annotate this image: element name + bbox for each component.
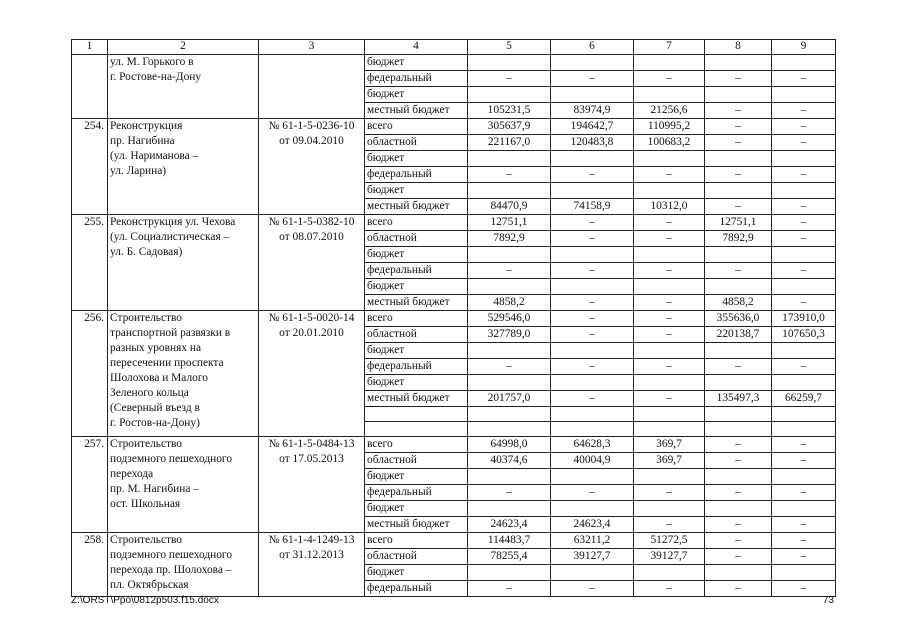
object-name-line: Шолохова и Малого	[110, 372, 208, 384]
column-header: 5	[468, 40, 551, 55]
object-name-line: (Северный въезд в	[110, 402, 200, 414]
funding-source: областной	[365, 549, 468, 565]
value-cell: 7892,9	[468, 231, 551, 247]
value-cell: –	[551, 485, 634, 501]
expertise-code-line: от 20.01.2010	[279, 327, 344, 339]
object-name	[108, 119, 259, 215]
value-cell: –	[551, 167, 634, 183]
value-cell	[705, 407, 772, 422]
object-name-line: разных уровнях на	[110, 342, 202, 354]
value-cell	[705, 375, 772, 391]
value-cell: –	[772, 199, 836, 215]
value-cell	[551, 87, 634, 103]
value-cell	[772, 469, 836, 485]
table-row	[72, 311, 836, 327]
object-name	[108, 311, 259, 437]
object-name-line: ул. М. Горького в	[110, 56, 194, 68]
value-cell	[772, 422, 836, 437]
value-cell	[772, 565, 836, 581]
value-cell	[634, 469, 705, 485]
value-cell: –	[634, 391, 705, 407]
value-cell	[551, 151, 634, 167]
value-cell: –	[634, 581, 705, 597]
funding-source: областной	[365, 231, 468, 247]
object-name-line: г. Ростове-на-Дону	[110, 71, 202, 83]
value-cell: –	[468, 263, 551, 279]
funding-source: бюджет	[365, 87, 468, 103]
value-cell: –	[634, 263, 705, 279]
object-name-line: транспортной развязки в	[110, 327, 231, 339]
value-cell: 83974,9	[551, 103, 634, 119]
funding-source: местный бюджет	[365, 517, 468, 533]
value-cell	[705, 87, 772, 103]
value-cell: –	[634, 71, 705, 87]
value-cell	[551, 343, 634, 359]
value-cell: 78255,4	[468, 549, 551, 565]
object-name-line: перехода	[110, 468, 154, 480]
value-cell: –	[772, 167, 836, 183]
page-number: 73	[822, 595, 834, 606]
value-cell: 39127,7	[551, 549, 634, 565]
value-cell: –	[551, 295, 634, 311]
funding-source: бюджет	[365, 247, 468, 263]
value-cell: –	[772, 549, 836, 565]
expertise-code	[259, 215, 365, 311]
value-cell: 74158,9	[551, 199, 634, 215]
value-cell	[551, 565, 634, 581]
value-cell: 107650,3	[772, 327, 836, 343]
value-cell: 40004,9	[551, 453, 634, 469]
value-cell: –	[634, 359, 705, 375]
value-cell: –	[772, 517, 836, 533]
value-cell: 12751,1	[468, 215, 551, 231]
row-number: 258.	[72, 533, 108, 597]
value-cell: 529546,0	[468, 311, 551, 327]
funding-source: бюджет	[365, 501, 468, 517]
value-cell	[551, 407, 634, 422]
funding-source: бюджет	[365, 343, 468, 359]
value-cell: –	[551, 71, 634, 87]
value-cell	[634, 183, 705, 199]
value-cell: –	[705, 517, 772, 533]
object-name-line: ул. Б. Садовая)	[110, 246, 183, 258]
value-cell: –	[634, 327, 705, 343]
row-number: 255.	[72, 215, 108, 311]
value-cell: 84470,9	[468, 199, 551, 215]
value-cell: –	[551, 359, 634, 375]
column-header: 2	[108, 40, 259, 55]
value-cell: –	[772, 581, 836, 597]
value-cell	[772, 87, 836, 103]
object-name-line: г. Ростов-на-Дону)	[110, 417, 200, 429]
object-name-line: пр. М. Нагибина –	[110, 483, 199, 495]
funding-source: местный бюджет	[365, 103, 468, 119]
value-cell: 110995,2	[634, 119, 705, 135]
value-cell: 24623,4	[468, 517, 551, 533]
value-cell: –	[705, 581, 772, 597]
value-cell: –	[634, 485, 705, 501]
value-cell: 173910,0	[772, 311, 836, 327]
value-cell	[634, 501, 705, 517]
funding-source: бюджет	[365, 55, 468, 71]
expertise-code-line: от 31.12.2013	[279, 549, 344, 561]
value-cell: 64998,0	[468, 437, 551, 453]
funding-source: федеральный	[365, 71, 468, 87]
value-cell: 66259,7	[772, 391, 836, 407]
value-cell	[551, 469, 634, 485]
expertise-code	[259, 55, 365, 119]
expertise-code	[259, 311, 365, 437]
value-cell	[551, 55, 634, 71]
value-cell: –	[551, 391, 634, 407]
value-cell	[705, 279, 772, 295]
value-cell: 12751,1	[705, 215, 772, 231]
value-cell: 221167,0	[468, 135, 551, 151]
value-cell: –	[705, 359, 772, 375]
value-cell: –	[772, 135, 836, 151]
column-header: 6	[551, 40, 634, 55]
row-number	[72, 55, 108, 119]
funding-source: бюджет	[365, 375, 468, 391]
value-cell: –	[772, 437, 836, 453]
value-cell	[551, 247, 634, 263]
column-header: 7	[634, 40, 705, 55]
funding-source: всего	[365, 533, 468, 549]
value-cell	[551, 375, 634, 391]
value-cell	[705, 151, 772, 167]
funding-source: бюджет	[365, 151, 468, 167]
funding-source: всего	[365, 119, 468, 135]
value-cell: –	[551, 263, 634, 279]
column-header: 3	[259, 40, 365, 55]
value-cell: –	[551, 215, 634, 231]
value-cell: –	[772, 485, 836, 501]
file-path: Z:\ORST\Ppo\0812p503.f15.docx	[71, 595, 219, 606]
value-cell	[634, 247, 705, 263]
object-name-line: ост. Школьная	[110, 498, 181, 510]
value-cell	[551, 422, 634, 437]
expertise-code-line: № 61-1-5-0382-10	[268, 216, 355, 228]
object-name	[108, 215, 259, 311]
value-cell: –	[772, 295, 836, 311]
row-number: 256.	[72, 311, 108, 437]
value-cell: 369,7	[634, 437, 705, 453]
value-cell: –	[705, 437, 772, 453]
value-cell	[551, 501, 634, 517]
value-cell: –	[551, 327, 634, 343]
funding-source	[365, 422, 468, 437]
value-cell: –	[772, 453, 836, 469]
expertise-code-line: от 08.07.2010	[279, 231, 344, 243]
value-cell: 4858,2	[705, 295, 772, 311]
value-cell: –	[468, 167, 551, 183]
value-cell	[634, 87, 705, 103]
value-cell: 21256,6	[634, 103, 705, 119]
row-number: 254.	[72, 119, 108, 215]
value-cell	[468, 343, 551, 359]
value-cell	[634, 55, 705, 71]
object-name-line: Строительство	[110, 534, 182, 546]
value-cell	[468, 87, 551, 103]
value-cell	[468, 422, 551, 437]
object-name	[108, 437, 259, 533]
object-name-line: Реконструкция ул. Чехова	[110, 216, 236, 228]
value-cell	[705, 247, 772, 263]
value-cell	[468, 247, 551, 263]
object-name-line: перехода пр. Шолохова –	[110, 564, 232, 576]
object-name-line: Строительство	[110, 312, 182, 324]
value-cell: –	[772, 533, 836, 549]
object-name-line: Строительство	[110, 438, 182, 450]
table-row	[72, 437, 836, 453]
value-cell: 305637,9	[468, 119, 551, 135]
value-cell: –	[772, 71, 836, 87]
expertise-code	[259, 437, 365, 533]
object-name-line: (ул. Нариманова –	[110, 150, 199, 162]
value-cell: –	[551, 231, 634, 247]
value-cell: 135497,3	[705, 391, 772, 407]
funding-source: всего	[365, 437, 468, 453]
value-cell: –	[705, 485, 772, 501]
value-cell	[634, 343, 705, 359]
value-cell	[468, 375, 551, 391]
value-cell: –	[551, 581, 634, 597]
value-cell: –	[468, 71, 551, 87]
value-cell: –	[705, 199, 772, 215]
value-cell: –	[772, 215, 836, 231]
value-cell: 355636,0	[705, 311, 772, 327]
funding-source: бюджет	[365, 565, 468, 581]
expertise-code-line: № 61-1-5-0236-10	[268, 120, 355, 132]
expertise-code-line: от 17.05.2013	[279, 453, 344, 465]
value-cell: 369,7	[634, 453, 705, 469]
table-row	[72, 215, 836, 231]
value-cell: 120483,8	[551, 135, 634, 151]
table-row	[72, 533, 836, 549]
value-cell: –	[772, 231, 836, 247]
value-cell	[634, 375, 705, 391]
value-cell: –	[634, 295, 705, 311]
object-name-line: Реконструкция	[110, 120, 183, 132]
value-cell	[772, 375, 836, 391]
value-cell: 100683,2	[634, 135, 705, 151]
value-cell: –	[468, 359, 551, 375]
value-cell: 105231,5	[468, 103, 551, 119]
value-cell: 220138,7	[705, 327, 772, 343]
value-cell	[772, 151, 836, 167]
budget-table	[71, 39, 836, 597]
funding-source: всего	[365, 311, 468, 327]
value-cell	[705, 55, 772, 71]
value-cell: –	[705, 453, 772, 469]
value-cell	[772, 501, 836, 517]
value-cell	[634, 279, 705, 295]
value-cell	[634, 422, 705, 437]
funding-source: областной	[365, 453, 468, 469]
value-cell: 51272,5	[634, 533, 705, 549]
value-cell: –	[772, 359, 836, 375]
table-row	[72, 119, 836, 135]
funding-source: областной	[365, 327, 468, 343]
value-cell	[772, 407, 836, 422]
funding-source: федеральный	[365, 581, 468, 597]
expertise-code-line: № 61-1-5-0020-14	[268, 312, 355, 324]
value-cell	[705, 501, 772, 517]
object-name-line: Зеленого кольца	[110, 387, 189, 399]
value-cell: 194642,7	[551, 119, 634, 135]
value-cell: –	[705, 167, 772, 183]
row-number: 257.	[72, 437, 108, 533]
expertise-code-line: от 09.04.2010	[279, 135, 344, 147]
value-cell	[634, 407, 705, 422]
value-cell: 7892,9	[705, 231, 772, 247]
value-cell	[468, 183, 551, 199]
funding-source: местный бюджет	[365, 295, 468, 311]
funding-source: бюджет	[365, 183, 468, 199]
value-cell: 63211,2	[551, 533, 634, 549]
value-cell	[634, 565, 705, 581]
value-cell: –	[772, 119, 836, 135]
object-name-line: пересечении проспекта	[110, 357, 224, 369]
object-name-line: ул. Ларина)	[110, 165, 167, 177]
value-cell: –	[468, 485, 551, 501]
funding-source: федеральный	[365, 263, 468, 279]
value-cell: –	[551, 311, 634, 327]
funding-source	[365, 407, 468, 422]
value-cell	[468, 469, 551, 485]
value-cell	[468, 279, 551, 295]
value-cell	[551, 183, 634, 199]
object-name-line: пл. Октябрьская	[110, 579, 189, 591]
value-cell: 10312,0	[634, 199, 705, 215]
value-cell: –	[634, 215, 705, 231]
value-cell: –	[705, 119, 772, 135]
value-cell	[551, 279, 634, 295]
funding-source: федеральный	[365, 359, 468, 375]
value-cell: –	[705, 135, 772, 151]
value-cell: –	[705, 263, 772, 279]
value-cell: –	[772, 263, 836, 279]
column-header: 4	[365, 40, 468, 55]
value-cell: –	[705, 533, 772, 549]
value-cell	[772, 343, 836, 359]
expertise-code	[259, 119, 365, 215]
value-cell: 4858,2	[468, 295, 551, 311]
object-name-line: подземного пешеходного	[110, 549, 233, 561]
value-cell	[468, 55, 551, 71]
value-cell: 40374,6	[468, 453, 551, 469]
table-row	[72, 55, 836, 71]
value-cell	[772, 279, 836, 295]
value-cell: 64628,3	[551, 437, 634, 453]
value-cell: –	[634, 167, 705, 183]
value-cell: 24623,4	[551, 517, 634, 533]
value-cell: –	[634, 311, 705, 327]
funding-source: областной	[365, 135, 468, 151]
value-cell	[705, 343, 772, 359]
funding-source: бюджет	[365, 279, 468, 295]
object-name-line: пр. Нагибина	[110, 135, 175, 147]
value-cell	[772, 247, 836, 263]
value-cell	[705, 565, 772, 581]
column-header: 1	[72, 40, 108, 55]
value-cell: –	[468, 581, 551, 597]
object-name-line: (ул. Социалистическая –	[110, 231, 230, 243]
funding-source: федеральный	[365, 485, 468, 501]
value-cell: 327789,0	[468, 327, 551, 343]
value-cell: –	[705, 549, 772, 565]
expertise-code	[259, 533, 365, 597]
funding-source: федеральный	[365, 167, 468, 183]
value-cell	[705, 183, 772, 199]
value-cell: –	[772, 103, 836, 119]
value-cell: –	[634, 517, 705, 533]
funding-source: местный бюджет	[365, 391, 468, 407]
object-name-line: подземного пешеходного	[110, 453, 233, 465]
object-name	[108, 55, 259, 119]
column-header: 9	[772, 40, 836, 55]
value-cell	[634, 151, 705, 167]
value-cell	[468, 565, 551, 581]
value-cell: –	[705, 71, 772, 87]
value-cell: –	[705, 103, 772, 119]
value-cell	[468, 407, 551, 422]
value-cell	[705, 469, 772, 485]
value-cell	[705, 422, 772, 437]
value-cell	[772, 183, 836, 199]
funding-source: бюджет	[365, 469, 468, 485]
expertise-code-line: № 61-1-5-0484-13	[268, 438, 355, 450]
column-header: 8	[705, 40, 772, 55]
value-cell: 39127,7	[634, 549, 705, 565]
value-cell: 114483,7	[468, 533, 551, 549]
value-cell	[468, 151, 551, 167]
object-name	[108, 533, 259, 597]
expertise-code-line: № 61-1-4-1249-13	[268, 534, 355, 546]
funding-source: всего	[365, 215, 468, 231]
value-cell	[468, 501, 551, 517]
value-cell	[772, 55, 836, 71]
value-cell: 201757,0	[468, 391, 551, 407]
value-cell: –	[634, 231, 705, 247]
funding-source: местный бюджет	[365, 199, 468, 215]
